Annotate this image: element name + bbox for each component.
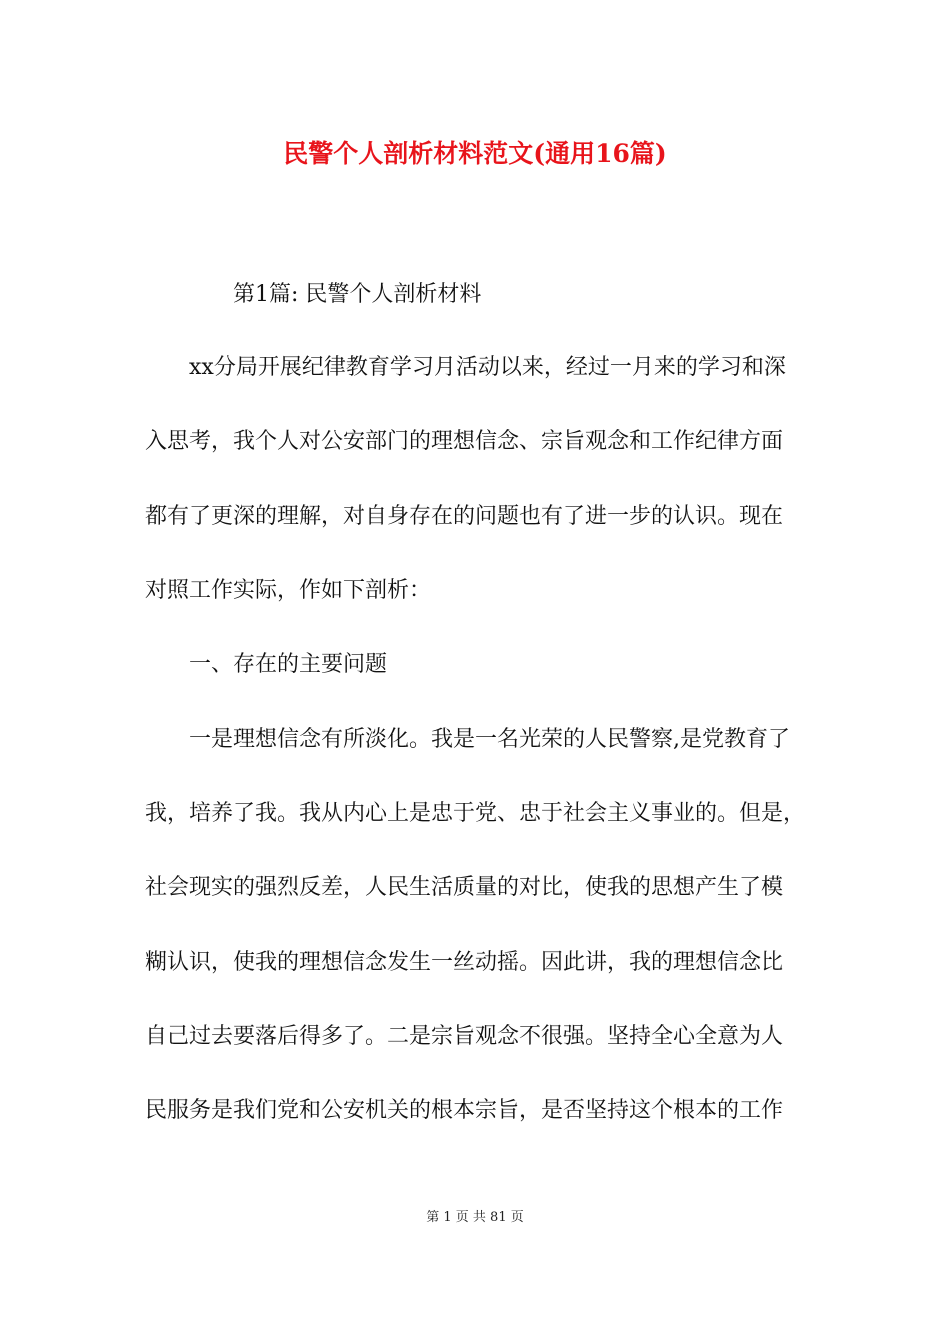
page-footer (0, 1209, 950, 1227)
page-number: 第 1 页 共 81 页 (426, 1210, 524, 1225)
paragraph-line: 入思考，我个人对公安部门的理想信念、宗旨观念和工作纪律方面 (145, 429, 784, 454)
paragraph-line: 社会现实的强烈反差，人民生活质量的对比，使我的思想产生了模 (145, 875, 784, 900)
paragraph-line: 民服务是我们党和公安机关的根本宗旨，是否坚持这个根本的工作 (145, 1098, 784, 1123)
paragraph-line: 糊认识，使我的理想信念发生一丝动摇。因此讲，我的理想信念比 (145, 950, 784, 975)
paragraph-line: 我，培养了我。我从内心上是忠于党、忠于社会主义事业的。但是， (145, 801, 806, 826)
document-title: 民警个人剖析材料范文(通用16篇) (283, 139, 667, 168)
paragraph-line: 都有了更深的理解，对自身存在的问题也有了进一步的认识。现在 (145, 504, 784, 529)
paragraph-line: xx分局开展纪律教育学习月活动以来，经过一月来的学习和深 (189, 355, 786, 380)
paragraph-line: 自己过去要落后得多了。二是宗旨观念不很强。坚持全心全意为人 (145, 1024, 784, 1049)
paragraph-line: 对照工作实际，作如下剖析： (145, 578, 432, 603)
paragraph-line: 一是理想信念有所淡化。我是一名光荣的人民警察,是党教育了 (189, 727, 790, 752)
subsection-heading: 一、存在的主要问题 (189, 652, 388, 677)
section-heading: 第1篇: 民警个人剖析材料 (233, 282, 482, 307)
